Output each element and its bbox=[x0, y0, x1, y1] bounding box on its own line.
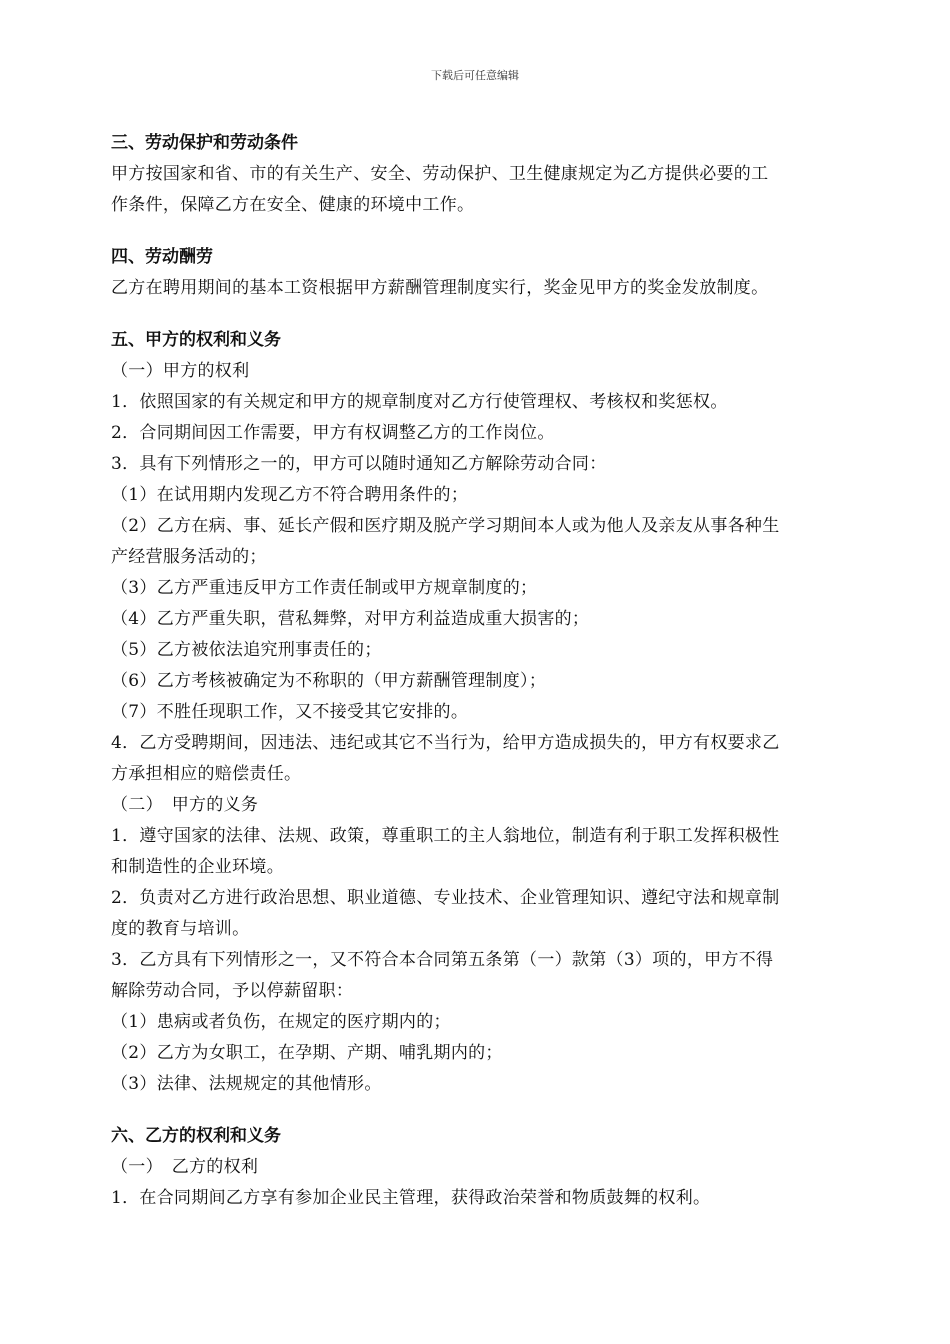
paragraph-line: 方承担相应的赔偿责任。 bbox=[111, 764, 302, 784]
paragraph-line: （4）乙方严重失职，营私舞弊，对甲方利益造成重大损害的； bbox=[111, 609, 590, 629]
section-heading: 五、甲方的权利和义务 bbox=[111, 330, 281, 350]
paragraph-line: 产经营服务活动的； bbox=[111, 547, 267, 567]
paragraph-line: （二） 甲方的义务 bbox=[111, 795, 259, 815]
paragraph-line: （3）法律、法规规定的其他情形。 bbox=[111, 1074, 382, 1094]
paragraph-line: 和制造性的企业环境。 bbox=[111, 857, 284, 877]
paragraph-line: 3．具有下列情形之一的，甲方可以随时通知乙方解除劳动合同： bbox=[111, 454, 607, 474]
section-heading: 三、劳动保护和劳动条件 bbox=[111, 133, 298, 153]
paragraph-line: 乙方在聘用期间的基本工资根据甲方薪酬管理制度实行，奖金见甲方的奖金发放制度。 bbox=[111, 278, 769, 298]
paragraph-line: （6）乙方考核被确定为不称职的（甲方薪酬管理制度）； bbox=[111, 671, 547, 691]
paragraph-line: （5）乙方被依法追究刑事责任的； bbox=[111, 640, 382, 660]
paragraph-line: 1．在合同期间乙方享有参加企业民主管理，获得政治荣誉和物质鼓舞的权利。 bbox=[111, 1188, 711, 1208]
section-labor-protection bbox=[111, 128, 851, 221]
paragraph-line: （1）患病或者负伤，在规定的医疗期内的； bbox=[111, 1012, 451, 1032]
section-party-a-rights-duties bbox=[111, 325, 851, 1100]
paragraph-line: 解除劳动合同，予以停薪留职： bbox=[111, 981, 354, 1001]
section-heading: 四、劳动酬劳 bbox=[111, 247, 213, 267]
paragraph-line: 作条件，保障乙方在安全、健康的环境中工作。 bbox=[111, 195, 475, 215]
paragraph-line: 2．合同期间因工作需要，甲方有权调整乙方的工作岗位。 bbox=[111, 423, 555, 443]
section-party-b-rights-duties bbox=[111, 1121, 851, 1214]
paragraph-line: 甲方按国家和省、市的有关生产、安全、劳动保护、卫生健康规定为乙方提供必要的工 bbox=[111, 164, 769, 184]
document-body bbox=[111, 128, 851, 1235]
paragraph-line: （2）乙方在病、事、延长产假和医疗期及脱产学习期间本人或为他人及亲友从事各种生 bbox=[111, 516, 780, 536]
paragraph-line: 2．负责对乙方进行政治思想、职业道德、专业技术、企业管理知识、遵纪守法和规章制 bbox=[111, 888, 780, 908]
paragraph-line: 1．依照国家的有关规定和甲方的规章制度对乙方行使管理权、考核权和奖惩权。 bbox=[111, 392, 728, 412]
section-remuneration bbox=[111, 242, 851, 304]
paragraph-line: 度的教育与培训。 bbox=[111, 919, 250, 939]
paragraph-line: （一）甲方的权利 bbox=[111, 361, 250, 381]
paragraph-line: 1．遵守国家的法律、法规、政策，尊重职工的主人翁地位，制造有利于职工发挥积极性 bbox=[111, 826, 780, 846]
paragraph-line: 4．乙方受聘期间，因违法、违纪或其它不当行为，给甲方造成损失的，甲方有权要求乙 bbox=[111, 733, 780, 753]
paragraph-line: （1）在试用期内发现乙方不符合聘用条件的； bbox=[111, 485, 469, 505]
paragraph-line: （一） 乙方的权利 bbox=[111, 1157, 259, 1177]
paragraph-line: （2）乙方为女职工，在孕期、产期、哺乳期内的； bbox=[111, 1043, 503, 1063]
paragraph-line: 3．乙方具有下列情形之一，又不符合本合同第五条第（一）款第（3）项的，甲方不得 bbox=[111, 950, 774, 970]
paragraph-line: （3）乙方严重违反甲方工作责任制或甲方规章制度的； bbox=[111, 578, 538, 598]
header-note: 下载后可任意编辑 bbox=[431, 69, 519, 82]
paragraph-line: （7）不胜任现职工作，又不接受其它安排的。 bbox=[111, 702, 469, 722]
section-heading: 六、乙方的权利和义务 bbox=[111, 1126, 281, 1146]
